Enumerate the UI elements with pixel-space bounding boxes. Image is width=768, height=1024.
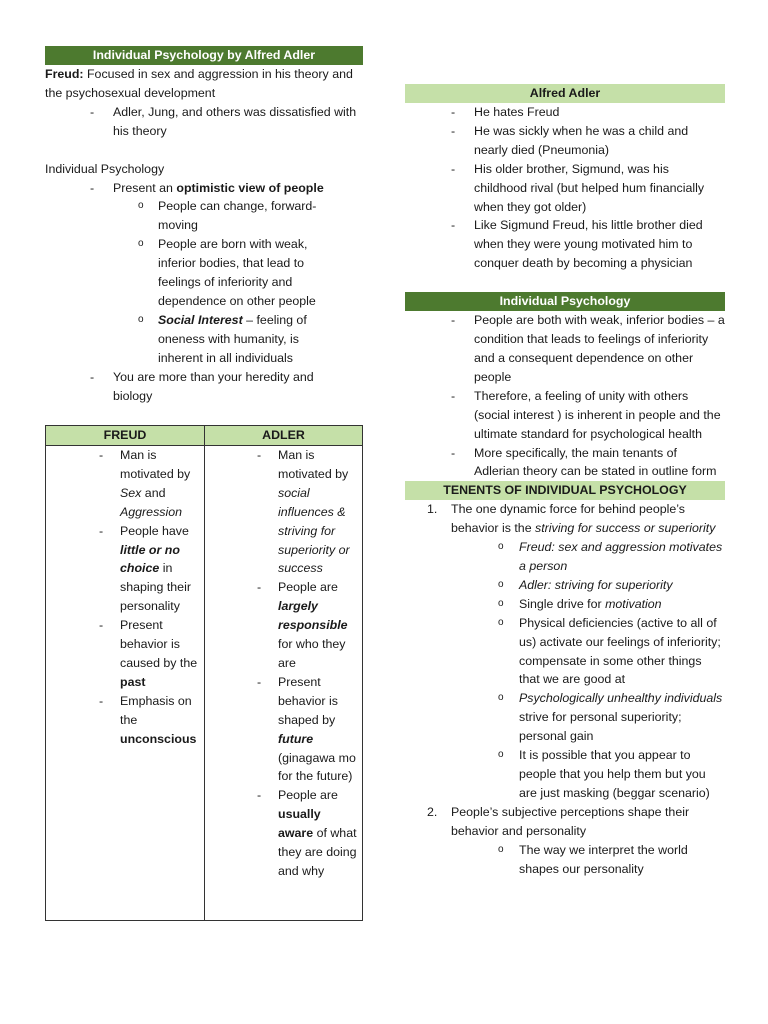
tenet-1-freud (405, 538, 725, 576)
striving-term: striving for success or superiority (535, 521, 716, 536)
section-title-tenets: TENENTS OF INDIVIDUAL PSYCHOLOGY (405, 481, 725, 500)
tenet-1-masking: o It is possible that you appear to people that you help them but you are just masking (beggar scenario) (405, 746, 725, 803)
adler-bullet-physician: - Like Sigmund Freud, his little brother died when they were young motivated him to conquer death by becoming a physician (405, 216, 725, 273)
text: of what they are doing and why (278, 826, 357, 878)
freud-item-motivated (46, 446, 204, 522)
sex-term: Sex (120, 485, 142, 500)
adler-item-responsible (205, 578, 362, 673)
tenet-2 (405, 803, 725, 841)
adler-bullet-sickly: - He was sickly when he was a child and nearly died (Pneumonia) (405, 122, 725, 160)
section-title-individual-psychology-by-adler: Individual Psychology by Alfred Adler (45, 46, 363, 65)
tenet-number: 2. (427, 804, 438, 819)
usually-aware-term: usually aware (278, 807, 321, 841)
ip-bullet-unity: - Therefore, a feeling of unity with others (social interest ) is inherent in people and the ultimate standard for psychological health (405, 387, 725, 444)
ip-bullet-tenants: - More specifically, the main tenants of Adlerian theory can be stated in outline form (405, 444, 725, 482)
adler-item-social (205, 446, 362, 578)
motivation-term: motivation (605, 596, 662, 611)
freud-item-unconscious (46, 692, 204, 749)
spacer (45, 141, 363, 160)
present-text: Present an (113, 180, 177, 195)
tenet-1-single-drive (405, 595, 725, 614)
adler-cell (205, 446, 363, 921)
social-interest-def: – feeling of oneness with humanity, is inherent in all individuals (158, 312, 307, 365)
adler-item-aware (205, 786, 362, 881)
sub-bullet-social-interest (45, 311, 363, 368)
future-term: future (278, 731, 314, 746)
freud-item-past (46, 616, 204, 692)
social-interest-term: Social Interest (158, 312, 243, 327)
text: Single drive for (519, 596, 606, 611)
ip-bullet-weak: - People are both with weak, inferior bodies – a condition that leads to feelings of inferiority and a consequent dependence on other people (405, 311, 725, 387)
text: People have (120, 523, 189, 538)
freud-paragraph (45, 65, 363, 103)
text: Man is motivated by (278, 448, 349, 481)
tenet-1 (405, 500, 725, 538)
adler-bullet-brother: - His older brother, Sigmund, was his childhood rival (but helped hum financially when they got older) (405, 160, 725, 217)
text: for who they are (278, 637, 346, 670)
text: (ginagawa mo for the future) (278, 750, 356, 784)
aggression-term: Aggression (120, 504, 182, 519)
bullet-dissatisfied: - Adler, Jung, and others was dissatisfied with his theory (45, 103, 363, 141)
optimistic-bold: optimistic view of people (176, 180, 324, 195)
sub-bullet-born-weak: o People are born with weak, inferior bodies, that lead to feelings of inferiority and dependence on other people (45, 235, 363, 311)
bullet-optimistic (45, 179, 363, 198)
table-header-adler: ADLER (205, 426, 363, 446)
text: Present behavior is shaped by (278, 674, 338, 727)
text: Emphasis on the (120, 693, 192, 727)
freud-adler-table (45, 425, 363, 921)
freud-cell (46, 446, 205, 921)
past-term: past (120, 674, 146, 689)
right-column (405, 84, 725, 878)
text: in shaping their personality (120, 561, 191, 614)
unconscious-term: unconscious (120, 731, 197, 746)
text: Freud: sex and aggression motivates a person (519, 540, 723, 574)
sub-bullet-change: o People can change, forward-moving (45, 197, 363, 235)
table-header-freud: FREUD (46, 426, 205, 446)
largely-responsible-term: largely responsible (278, 599, 348, 633)
text: People are (278, 788, 338, 803)
little-choice-term: little or no choice (120, 542, 180, 576)
text: People are (278, 580, 338, 595)
text: and (141, 485, 166, 500)
social-influences-term: social influences & striving for superiority or success (278, 485, 350, 576)
tenet-1-physical: o Physical deficiencies (active to all of us) activate our feelings of inferiority; compensate in some other things that we are good at (405, 614, 725, 690)
bullet-heredity: - You are more than your heredity and biology (45, 368, 363, 406)
ip-heading: Individual Psychology (45, 161, 165, 176)
unhealthy-term: Psychologically unhealthy individuals (519, 691, 723, 706)
freud-label: Freud: (45, 67, 84, 81)
spacer (405, 273, 725, 292)
text: People’s subjective perceptions shape their behavior and personality (451, 804, 690, 838)
section-title-alfred-adler: Alfred Adler (405, 84, 725, 103)
text: Present behavior is caused by the (120, 618, 198, 670)
tenet-1-unhealthy (405, 689, 725, 746)
text: Man is motivated by (120, 448, 191, 481)
adler-item-future (205, 673, 362, 786)
tenet-2-interpret: o The way we interpret the world shapes our personality (405, 841, 725, 879)
adler-bullet-hates: - He hates Freud (405, 103, 725, 122)
section-title-individual-psychology: Individual Psychology (405, 292, 725, 311)
text: Adler: striving for superiority (519, 577, 673, 592)
freud-item-choice (46, 522, 204, 617)
freud-text: Focused in sex and aggression in his theory and the psychosexual development (45, 67, 353, 100)
text: The one dynamic force for behind people’s behavior is the (451, 502, 685, 536)
tenet-1-adler (405, 576, 725, 595)
tenet-number: 1. (427, 502, 438, 517)
text: strive for personal superiority; personal gain (519, 710, 682, 744)
left-column (45, 46, 363, 405)
